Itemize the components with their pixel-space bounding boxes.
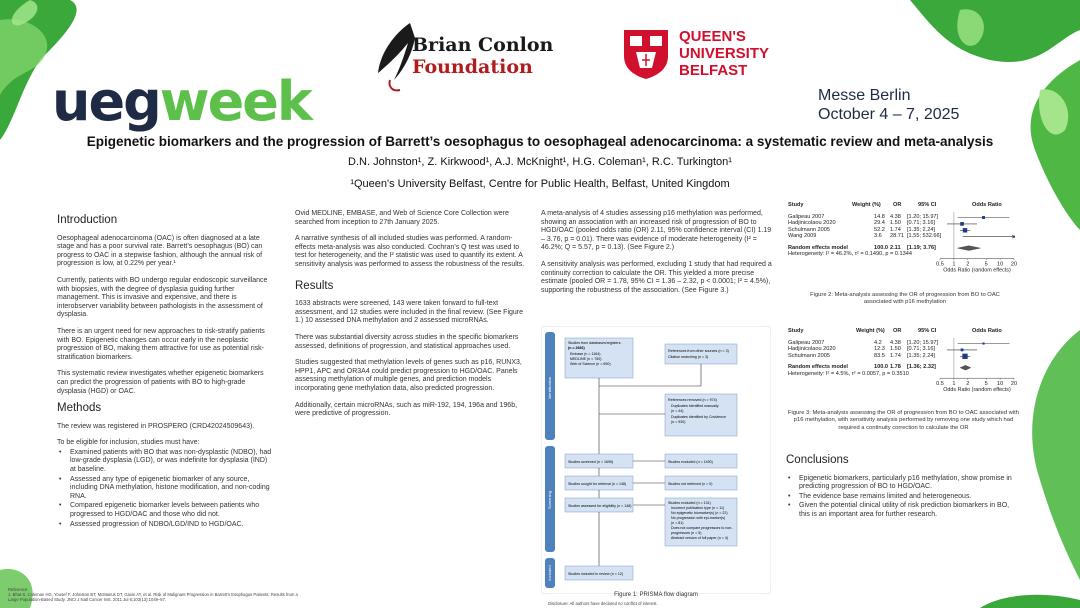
forest-ci: [0.71; 3.16] xyxy=(907,346,935,353)
forest1-header-or: OR xyxy=(893,202,902,208)
forest2-header-plot: Odds Ratio xyxy=(972,328,1002,334)
prisma-included-text: Studies included in review (n = 12) xyxy=(568,572,624,576)
forest-study-name: Hadjinicolaou 2020 xyxy=(788,220,836,227)
column-methods-results xyxy=(295,210,530,427)
forest-summary-ci: [1.36; 2.32] xyxy=(907,364,936,371)
intro-paragraph-3: There is an urgent need for new approaches to risk-stratify patients with BO. Epigenetic changes can occur early in the neoplastic progression of BO, making them attractive for use as potential risk-stratification biomarkers. xyxy=(57,327,265,361)
prisma-other-line: References from other sources (n = 3) xyxy=(668,349,729,353)
prisma-removed-line: Duplicates identified manually xyxy=(671,404,719,408)
forest-summary-diamond xyxy=(957,246,980,251)
prisma-excluded2-line: No epigenetic biomarker(s) (n = 22) xyxy=(671,511,728,515)
prisma-excluded2-line: Studies excluded (n = 131) xyxy=(668,501,711,505)
figure1-caption: Figure 1: PRISMA flow diagram xyxy=(614,592,698,598)
forest-ci: [1.35; 2.24] xyxy=(907,226,935,233)
forest-summary-ci: [1.19; 3.76] xyxy=(907,244,936,251)
forest-weight: 14.8 xyxy=(874,214,885,220)
prisma-db-line: Web of Science (n = 690) xyxy=(570,362,611,366)
forest-study-point xyxy=(963,228,967,232)
bcf-line2: Foundation xyxy=(412,56,533,78)
prisma-removed-line: (n = 44) xyxy=(671,409,684,413)
forest-axis-label: Odds Ratio (random effects) xyxy=(943,267,1011,274)
eligibility-item: • Assessed progression of NDBO/LGD/IND to HGD/OAC. xyxy=(57,521,272,530)
brian-conlon-foundation-logo xyxy=(412,34,553,78)
prisma-not-retrieved-text: Studies not retrieved (n = 0) xyxy=(668,482,713,486)
event-info xyxy=(818,86,959,124)
forest-tick-label: 20 xyxy=(1010,261,1018,268)
eligibility-item: • Examined patients with BO that was non-dysplastic (NDBO), had low-grade dysplasia (LGD), or was indefinite for dysplasia (IND) at baseline. xyxy=(57,449,272,475)
poster-title: Epigenetic biomarkers and the progression of Barrett’s oesophagus to oesophageal adenocarcinoma: a systematic review and meta-analysis xyxy=(86,134,994,149)
poster-affiliation: ¹Queen's University Belfast, Centre for Public Health, Belfast, United Kingdom xyxy=(350,178,730,190)
methods-heading: Methods xyxy=(57,402,102,415)
forest-ci: [1.20; 15.97] xyxy=(907,340,939,346)
forest-tick-label: 10 xyxy=(996,261,1004,268)
forest-axis-label: Odds Ratio (random effects) xyxy=(943,387,1011,394)
stage-included-label: Included xyxy=(547,565,552,581)
forest-weight: 4.2 xyxy=(874,340,882,346)
qub-line1: QUEEN'S xyxy=(679,28,746,45)
results-paragraph-4: Additionally, certain microRNAs, such as miR-192, 194, 196a and 196b, were predictive of progression. xyxy=(295,401,518,418)
disclosure-text: Disclosure: All authors have declared no conflict of interest. xyxy=(548,601,658,606)
conclusion-item: • Epigenetic biomarkers, particularly p16 methylation, show promise in predicting progression of BO to HGD/OAC. xyxy=(786,475,1016,492)
forest-study-name: Galipeau 2007 xyxy=(788,340,825,346)
forest-tick-label: 0.5 xyxy=(936,381,944,388)
forest-tick-label: 1 xyxy=(952,381,956,388)
forest1-header-ci: 95% CI xyxy=(918,202,937,208)
forest-or: 28.71 xyxy=(890,233,904,240)
forest-tick-label: 0.5 xyxy=(936,261,944,268)
methods-paragraph-1: The review was registered in PROSPERO (CRD42024509643). xyxy=(57,422,255,430)
intro-paragraph-1: Oesophageal adenocarcinoma (OAC) is often diagnosed at a late stage and has a poor survival rate. Barrett’s oesophagus (BO) can progress to OAC in a stepwise fashion, although the annual risk of progression is low, at 0.22% per year.¹ xyxy=(57,234,263,268)
reference-text: Reference: 1. Bhat S, Coleman HG, Yousef F, Johnston BT, McManus DT, Gavin AT, et al. Risk of Malignant Progression in Barrett’s Esophagus Patients: Results from a Large Population-Based Study. JNCI J Natl Cancer Inst. 2011 Jul 6;103(13):1049–57. xyxy=(8,587,298,602)
forest-summary-diamond xyxy=(960,365,971,370)
prisma-db-line: Embase (n = 1164) xyxy=(570,352,601,356)
methods-continued-1: Ovid MEDLINE, EMBASE, and Web of Science Core Collection were searched from inception to 27th January 2025. xyxy=(295,210,509,226)
poster-authors: D.N. Johnston¹, Z. Kirkwood¹, A.J. McKnight¹, H.G. Coleman¹, R.C. Turkington¹ xyxy=(348,156,732,168)
prisma-db-line: Studies from databases/registers xyxy=(568,341,621,345)
prisma-excluded2-line: Does not compare progressors to non- xyxy=(671,526,733,530)
forest-or: 1.50 xyxy=(890,220,901,227)
qub-line3: BELFAST xyxy=(679,62,748,79)
results-paragraph-6: A sensitivity analysis was performed, excluding 1 study that had required a continuity correction to calculate the OR. This yielded a more precise estimate (pooled OR = 1.78, 95% CI = 1.36 – 2.32, p < 0.0001; I² = 4.5%), supporting the robustness of the association. (See Figure 3.) xyxy=(541,260,772,294)
forest-study-point xyxy=(982,216,985,219)
prisma-other-line: Citation searching (n = 3) xyxy=(668,355,709,359)
forest-study-name: Galipeau 2007 xyxy=(788,214,825,220)
prisma-sought-text: Studies sought for retrieval (n = 148) xyxy=(568,482,627,486)
results-heading: Results xyxy=(295,279,334,292)
forest-plot-figure3 xyxy=(786,328,1026,406)
results-paragraph-5: A meta-analysis of 4 studies assessing p16 methylation was performed, showing an association with an increased risk of progression of BO to HGD/OAC (pooled odds ratio (OR) 2.11, 95% confidence interval (CI) 1.19 – 3.76, p = 0.01). There was evidence of moderate heterogeneity (I² = 46.2%; Q = 5.57, p = 0.13). (See Figure 2.) xyxy=(541,210,772,252)
forest-study-name: Hadjinicolaou 2020 xyxy=(788,346,836,353)
introduction-heading: Introduction xyxy=(57,214,118,226)
conclusions-heading: Conclusions xyxy=(786,454,849,466)
forest-study-point xyxy=(1013,236,1015,238)
forest2-header-or: OR xyxy=(893,328,902,334)
forest1-header-weight: Weight (%) xyxy=(852,202,881,208)
qub-line2: UNIVERSITY xyxy=(679,45,770,62)
prisma-db-line: (n = 2666) xyxy=(568,346,585,350)
forest-or: 1.74 xyxy=(890,226,901,233)
forest2-header-ci: 95% CI xyxy=(918,328,937,334)
forest-ci: [0.71; 3.16] xyxy=(907,220,935,227)
results-paragraph-1: 1633 abstracts were screened, 143 were taken forward to full-text assessment, and 12 studies were included in the final review. (See Figure 1.) 10 assessed DNA methylation and 2 assessed microRNAs. xyxy=(295,300,524,325)
prisma-db-line: MEDLINE (n = 750) xyxy=(570,357,602,361)
forest-study-point xyxy=(962,354,967,359)
eligibility-list xyxy=(57,449,272,529)
forest1-plot xyxy=(934,210,1026,282)
forest-or: 1.74 xyxy=(890,352,901,359)
event-venue: Messe Berlin xyxy=(818,87,911,104)
methods-continued-2: A narrative synthesis of all included studies was performed. A random-effects meta-analysis was also conducted. Cochran's Q test was used to test for heterogeneity, and the I² statistic was used to quantify its extent. A sensitivity analysis was performed to assess the robustness of the results. xyxy=(295,235,525,268)
forest-summary-weight: 100.0 xyxy=(874,244,888,251)
prisma-excluded2-line: (n = 81) xyxy=(671,521,684,525)
conclusion-item: • The evidence base remains limited and heterogeneous. xyxy=(786,493,1016,502)
forest-summary-or: 2.11 xyxy=(890,244,901,251)
forest-tick-label: 5 xyxy=(984,261,988,268)
forest-heterogeneity: Heterogeneity: I² = 46.2%, τ² = 0.1490, p = 0.1344 xyxy=(788,251,912,257)
forest-or: 1.50 xyxy=(890,346,901,353)
forest-tick-label: 1 xyxy=(952,261,956,268)
prisma-removed-line: References removed (n = 974) xyxy=(668,398,717,402)
intro-paragraph-4: This systematic review investigates whether epigenetic biomarkers can predict the progression of patients with BO to high-grade dysplasia (HGD) or OAC. xyxy=(57,370,264,395)
prisma-other-sources-box xyxy=(665,344,737,364)
conclusion-item: • Given the potential clinical utility of risk prediction biomarkers in BO, this is an important area for further research. xyxy=(786,502,1016,519)
forest-summary-or: 1.78 xyxy=(890,364,901,371)
forest-tick-label: 2 xyxy=(966,381,970,388)
week-logo-text: week xyxy=(159,70,311,133)
forest-tick-label: 5 xyxy=(984,381,988,388)
intro-paragraph-2: Currently, patients with BO undergo regular endoscopic surveillance with biopsies, with the degree of dysplasia guiding further management. This is invasive and expensive, and there is interobserver variability between pathologists in the assessment of dysplasia. xyxy=(57,276,268,319)
figure3-caption: Figure 3: Meta-analysis assessing the OR of progression from BO to OAC associated with p16 methylation, with sensitivity analysis performed by removing one study which had required a continuity correction to calculate the OR xyxy=(787,410,1019,431)
forest-ci: [1.20; 15.97] xyxy=(907,214,939,220)
prisma-assessed-text: Studies assessed for eligibility (n = 148) xyxy=(568,504,632,508)
prisma-removed-line: Duplicates identified by Covidence xyxy=(671,415,726,419)
forest1-header-plot: Odds Ratio xyxy=(972,202,1002,208)
ueg-week-logo xyxy=(52,70,311,133)
prisma-excluded2-line: progressors (n = 5) xyxy=(671,531,702,535)
forest-study-point xyxy=(982,342,984,344)
forest-tick-label: 20 xyxy=(1010,381,1018,388)
prisma-excluded2-line: Incorrect publication type (n = 11) xyxy=(671,506,725,510)
forest-weight: 3.6 xyxy=(874,233,882,240)
qub-crest-icon xyxy=(622,28,670,80)
forest1-header-study: Study xyxy=(788,202,804,208)
forest-study-name: Schulmann 2005 xyxy=(788,226,830,233)
prisma-flow-diagram xyxy=(541,326,771,594)
ueg-logo-text: ueg xyxy=(52,70,160,133)
forest-plot-figure2 xyxy=(786,202,1026,284)
forest-summary-label: Random effects model xyxy=(788,364,848,371)
forest-heterogeneity: Heterogeneity: I² = 4.5%, τ² = 0.0057, p = 0.3510 xyxy=(788,370,909,377)
forest-or: 4.38 xyxy=(890,340,901,346)
bcf-line1: Brian Conlon xyxy=(412,34,554,56)
prisma-excluded2-line: No progression with epi-marker(s) xyxy=(671,516,726,520)
prisma-excluded2-line: Abstract version of full paper (n = 4) xyxy=(671,536,729,540)
forest-or: 4.38 xyxy=(890,214,901,220)
figure2-caption: Figure 2: Meta-analysis assessing the OR of progression from BO to OAC associated with p16 methylation xyxy=(810,292,1000,306)
column-meta-analysis xyxy=(541,210,774,303)
stage-identification-label: Identification xyxy=(547,376,552,400)
forest-weight: 83.5 xyxy=(874,352,885,359)
forest-summary-weight: 100.0 xyxy=(874,364,888,371)
forest-tick-label: 2 xyxy=(966,261,970,268)
results-paragraph-2: There was substantial diversity across studies in the specific biomarkers assessed, definitions of progression, and statistical approaches used. xyxy=(295,333,519,350)
column-introduction-methods xyxy=(57,210,272,530)
eligibility-item: • Assessed any type of epigenetic biomarker of any source, including DNA methylation, histone modification, and non-coding RNA. xyxy=(57,476,272,502)
forest-study-name: Wang 2009 xyxy=(788,233,817,240)
forest2-plot xyxy=(934,336,1026,406)
prisma-excluded-text: Studies excluded (n = 1490) xyxy=(668,460,713,464)
forest-weight: 12.3 xyxy=(874,346,885,353)
forest-tick-label: 10 xyxy=(996,381,1004,388)
forest2-header-study: Study xyxy=(788,328,804,334)
forest-summary-label: Random effects model xyxy=(788,244,848,251)
forest-ci: [1.35; 2.24] xyxy=(907,352,935,359)
results-paragraph-3: Studies suggested that methylation levels of genes such as p16, RUNX3, HPP1, APC and OR3A4 could predict progression to HGD/OAC. Panels assessing methylation of multiple genes, and prediction models incorporating gene methylation data, also predicted progression. xyxy=(295,359,522,392)
methods-paragraph-2: To be eligible for inclusion, studies must have: xyxy=(57,439,200,447)
forest-weight: 52.2 xyxy=(874,226,885,233)
prisma-removed-line: (n = 930) xyxy=(671,420,686,424)
forest-study-name: Schulmann 2005 xyxy=(788,352,830,359)
column-conclusions xyxy=(786,450,1016,521)
event-dates: October 4 – 7, 2025 xyxy=(818,106,960,123)
conclusions-list xyxy=(786,475,1016,520)
eligibility-item: • Compared epigenetic biomarker levels between patients who progressed to HGD/OAC and those who did not. xyxy=(57,502,272,519)
forest-study-point xyxy=(961,349,964,352)
forest-study-point xyxy=(960,222,964,226)
forest-weight: 29.4 xyxy=(874,220,885,227)
prisma-screened-text: Studies screened (n = 1695) xyxy=(568,460,614,464)
forest-ci: [1.55; 532.66] xyxy=(907,233,942,240)
stage-screening-label: Screening xyxy=(547,490,552,510)
forest2-header-weight: Weight (%) xyxy=(856,328,885,334)
